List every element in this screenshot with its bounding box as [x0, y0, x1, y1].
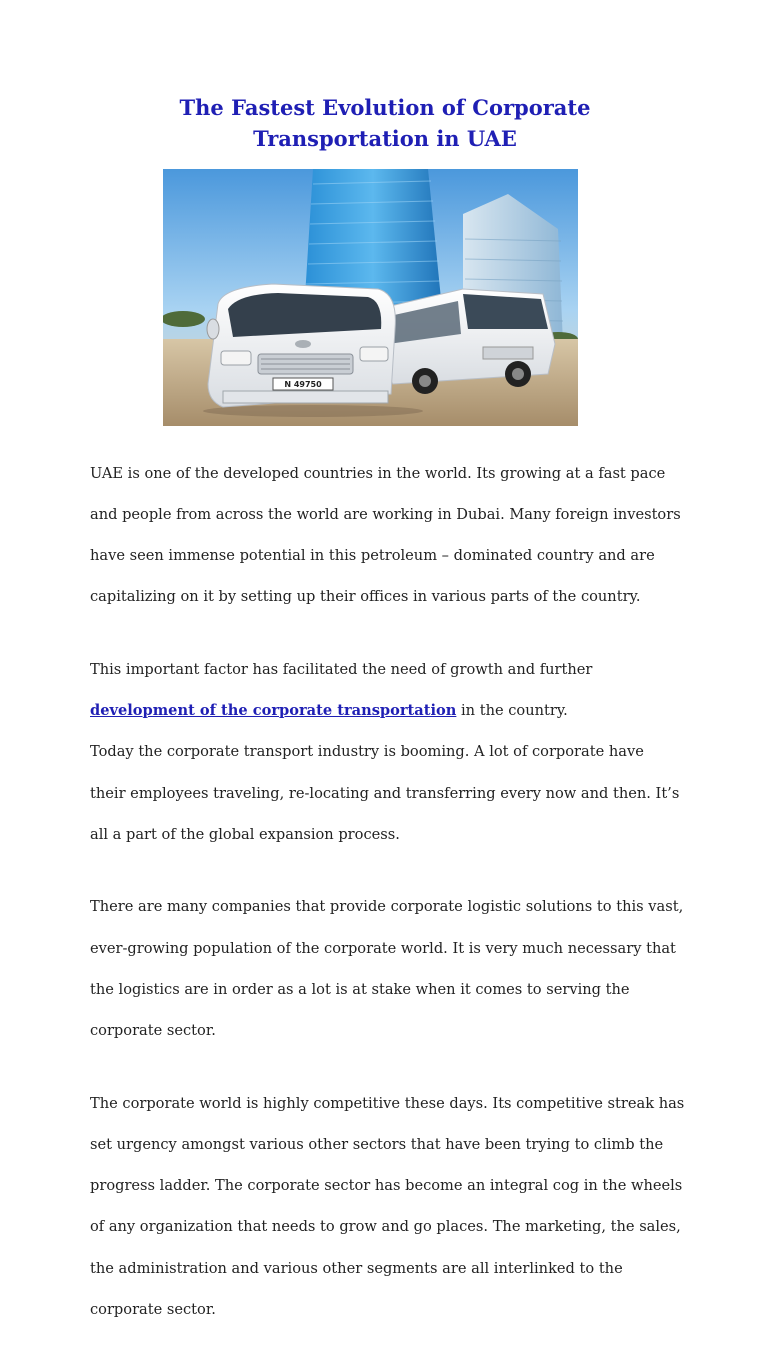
- paragraph-line: the logistics are in order as a lot is at stake when it comes to serving the: [90, 980, 630, 998]
- paragraph-1: [90, 443, 690, 628]
- paragraph-line: of any organization that needs to grow and go places. The marketing, the sales,: [90, 1218, 681, 1236]
- paragraph-line: corporate sector.: [90, 1022, 216, 1040]
- page-title: [90, 92, 680, 154]
- paragraph-line: UAE is one of the developed countries in the world. Its growing at a fast pace: [90, 464, 666, 482]
- license-plate-text: N 49750: [284, 380, 322, 389]
- paragraph-line: all a part of the global expansion process.: [90, 825, 400, 843]
- paragraph-2: [90, 639, 690, 866]
- paragraph-line: capitalizing on it by setting up their offices in various parts of the country.: [90, 588, 641, 606]
- title-line-2: Transportation in UAE: [253, 126, 517, 151]
- paragraph-3: [90, 877, 690, 1062]
- paragraph-line: ever-growing population of the corporate world. It is very much necessary that: [90, 939, 676, 957]
- paragraph-line: progress ladder. The corporate sector has become an integral cog in the wheels: [90, 1177, 683, 1195]
- article-body: [90, 443, 690, 1352]
- paragraph-4: [90, 1073, 690, 1341]
- paragraph-line: There are many companies that provide corporate logistic solutions to this vast,: [90, 898, 684, 916]
- paragraph-line: set urgency amongst various other sectors that have been trying to climb the: [90, 1136, 664, 1153]
- paragraph-line: Today the corporate transport industry is booming. A lot of corporate have: [90, 743, 644, 761]
- paragraph-line: This important factor has facilitated the need of growth and further: [90, 660, 593, 678]
- paragraph-line: The corporate world is highly competitive these days. Its competitive streak has: [90, 1094, 685, 1112]
- paragraph-line: the administration and various other segments are all interlinked to the: [90, 1259, 623, 1277]
- paragraph-line: have seen immense potential in this petroleum – dominated country and are: [90, 546, 655, 564]
- photo-buses-skyscrapers: [163, 169, 578, 426]
- paragraph-line: corporate sector.: [90, 1300, 216, 1318]
- paragraph-line: and people from across the world are working in Dubai. Many foreign investors: [90, 505, 681, 523]
- paragraph-line: their employees traveling, re-locating and transferring every now and then. It’s: [90, 784, 680, 802]
- title-line-1: The Fastest Evolution of Corporate: [179, 95, 591, 120]
- link-trailing-text: in the country.: [456, 702, 568, 720]
- bus-right: [375, 289, 555, 394]
- bus-left: [207, 284, 395, 407]
- corporate-transportation-link[interactable]: development of the corporate transportation: [90, 702, 457, 720]
- paragraph-line-with-link: [90, 701, 690, 722]
